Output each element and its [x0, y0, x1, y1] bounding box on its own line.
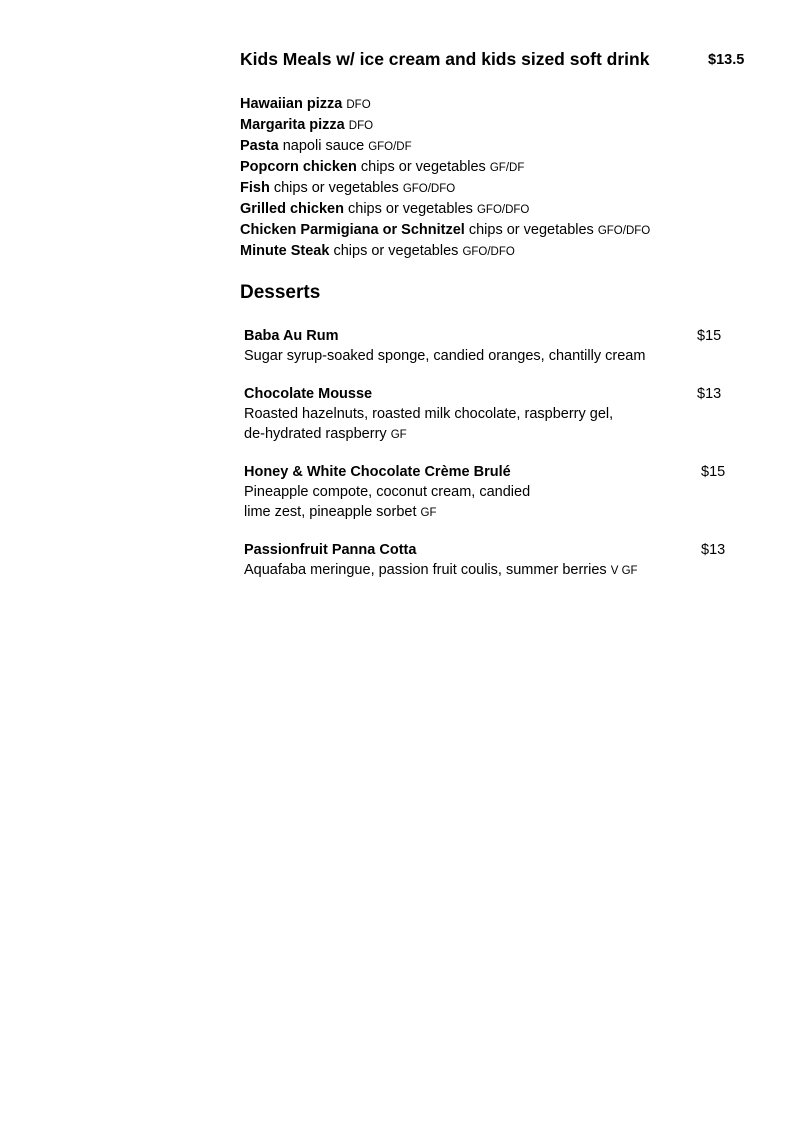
kids-item-tags: GFO/DFO [597, 225, 651, 237]
dessert-tags: GF [390, 429, 407, 441]
kids-item-desc: chips or vegetables [348, 201, 473, 217]
kids-meals-price: $13.5 [708, 52, 745, 68]
kids-item-name: Popcorn chicken [240, 159, 357, 175]
dessert-tags: V GF [610, 565, 638, 577]
kids-item-name: Minute Steak [240, 243, 330, 259]
dessert-description [244, 482, 734, 502]
kids-item-fish [240, 178, 760, 199]
kids-item-desc: chips or vegetables [360, 159, 486, 175]
kids-item-tags: DFO [348, 120, 374, 132]
kids-item-desc: chips or vegetables [273, 180, 399, 196]
dessert-title-line [244, 384, 734, 404]
dessert-tags: GF [420, 507, 437, 519]
dessert-description [244, 424, 734, 444]
kids-item-name: Fish [240, 180, 270, 196]
dessert-price: $15 [697, 328, 722, 344]
kids-item-tags: GFO/DF [368, 141, 412, 153]
kids-item-desc: chips or vegetables [468, 222, 594, 238]
kids-meals-header [240, 49, 760, 75]
kids-item-chicken-parmigiana [240, 220, 760, 241]
kids-item-desc: napoli sauce [282, 138, 365, 154]
kids-item-grilled-chicken [240, 199, 760, 220]
kids-item-name: Margarita pizza [240, 117, 345, 133]
dessert-creme-brule [244, 462, 734, 522]
kids-item-tags: GFO/DFO [402, 183, 456, 195]
dessert-description [244, 346, 734, 366]
dessert-desc-line: Aquafaba meringue, passion fruit coulis, summer berries [244, 562, 607, 578]
kids-item-name: Grilled chicken [240, 201, 344, 217]
dessert-name: Honey & White Chocolate Crème Brulé [244, 464, 511, 480]
kids-item-tags: DFO [346, 99, 371, 111]
dessert-desc-line: lime zest, pineapple sorbet [244, 504, 417, 520]
dessert-desc-line: Pineapple compote, coconut cream, candied [244, 484, 531, 500]
dessert-desc-line: Roasted hazelnuts, roasted milk chocolate, raspberry gel, [244, 406, 614, 422]
kids-item-name: Hawaiian pizza [240, 96, 343, 112]
kids-item-name: Pasta [240, 138, 279, 154]
dessert-chocolate-mousse [244, 384, 734, 444]
dessert-description [244, 404, 734, 424]
kids-item-desc: chips or vegetables [333, 243, 459, 259]
kids-item-tags: GFO/DFO [476, 204, 530, 216]
dessert-title-line [244, 462, 734, 482]
dessert-price: $13 [697, 386, 722, 402]
dessert-description [244, 560, 734, 580]
dessert-baba-au-rum [244, 326, 734, 366]
kids-item-tags: GF/DF [489, 162, 525, 174]
dessert-title-line [244, 326, 734, 346]
dessert-name: Chocolate Mousse [244, 386, 373, 402]
dessert-price: $13 [701, 542, 726, 558]
kids-meals-title: Kids Meals w/ ice cream and kids sized soft drink [240, 49, 650, 69]
dessert-title-line [244, 540, 734, 560]
dessert-price: $15 [701, 464, 726, 480]
kids-item-name: Chicken Parmigiana or Schnitzel [240, 222, 465, 238]
kids-meals-list [240, 94, 760, 262]
kids-item-popcorn-chicken [240, 157, 760, 178]
dessert-description [244, 502, 734, 522]
desserts-heading: Desserts [240, 282, 321, 303]
dessert-desc-line: de-hydrated raspberry [244, 426, 387, 442]
kids-item-minute-steak [240, 241, 760, 262]
dessert-desc-line: Sugar syrup-soaked sponge, candied oranges, chantilly cream [244, 348, 646, 364]
kids-item-tags: GFO/DFO [462, 246, 515, 258]
dessert-name: Baba Au Rum [244, 328, 339, 344]
kids-item-hawaiian-pizza [240, 94, 760, 115]
dessert-name: Passionfruit Panna Cotta [244, 542, 417, 558]
dessert-panna-cotta [244, 540, 734, 580]
kids-item-margarita-pizza [240, 115, 760, 136]
kids-item-pasta [240, 136, 760, 157]
